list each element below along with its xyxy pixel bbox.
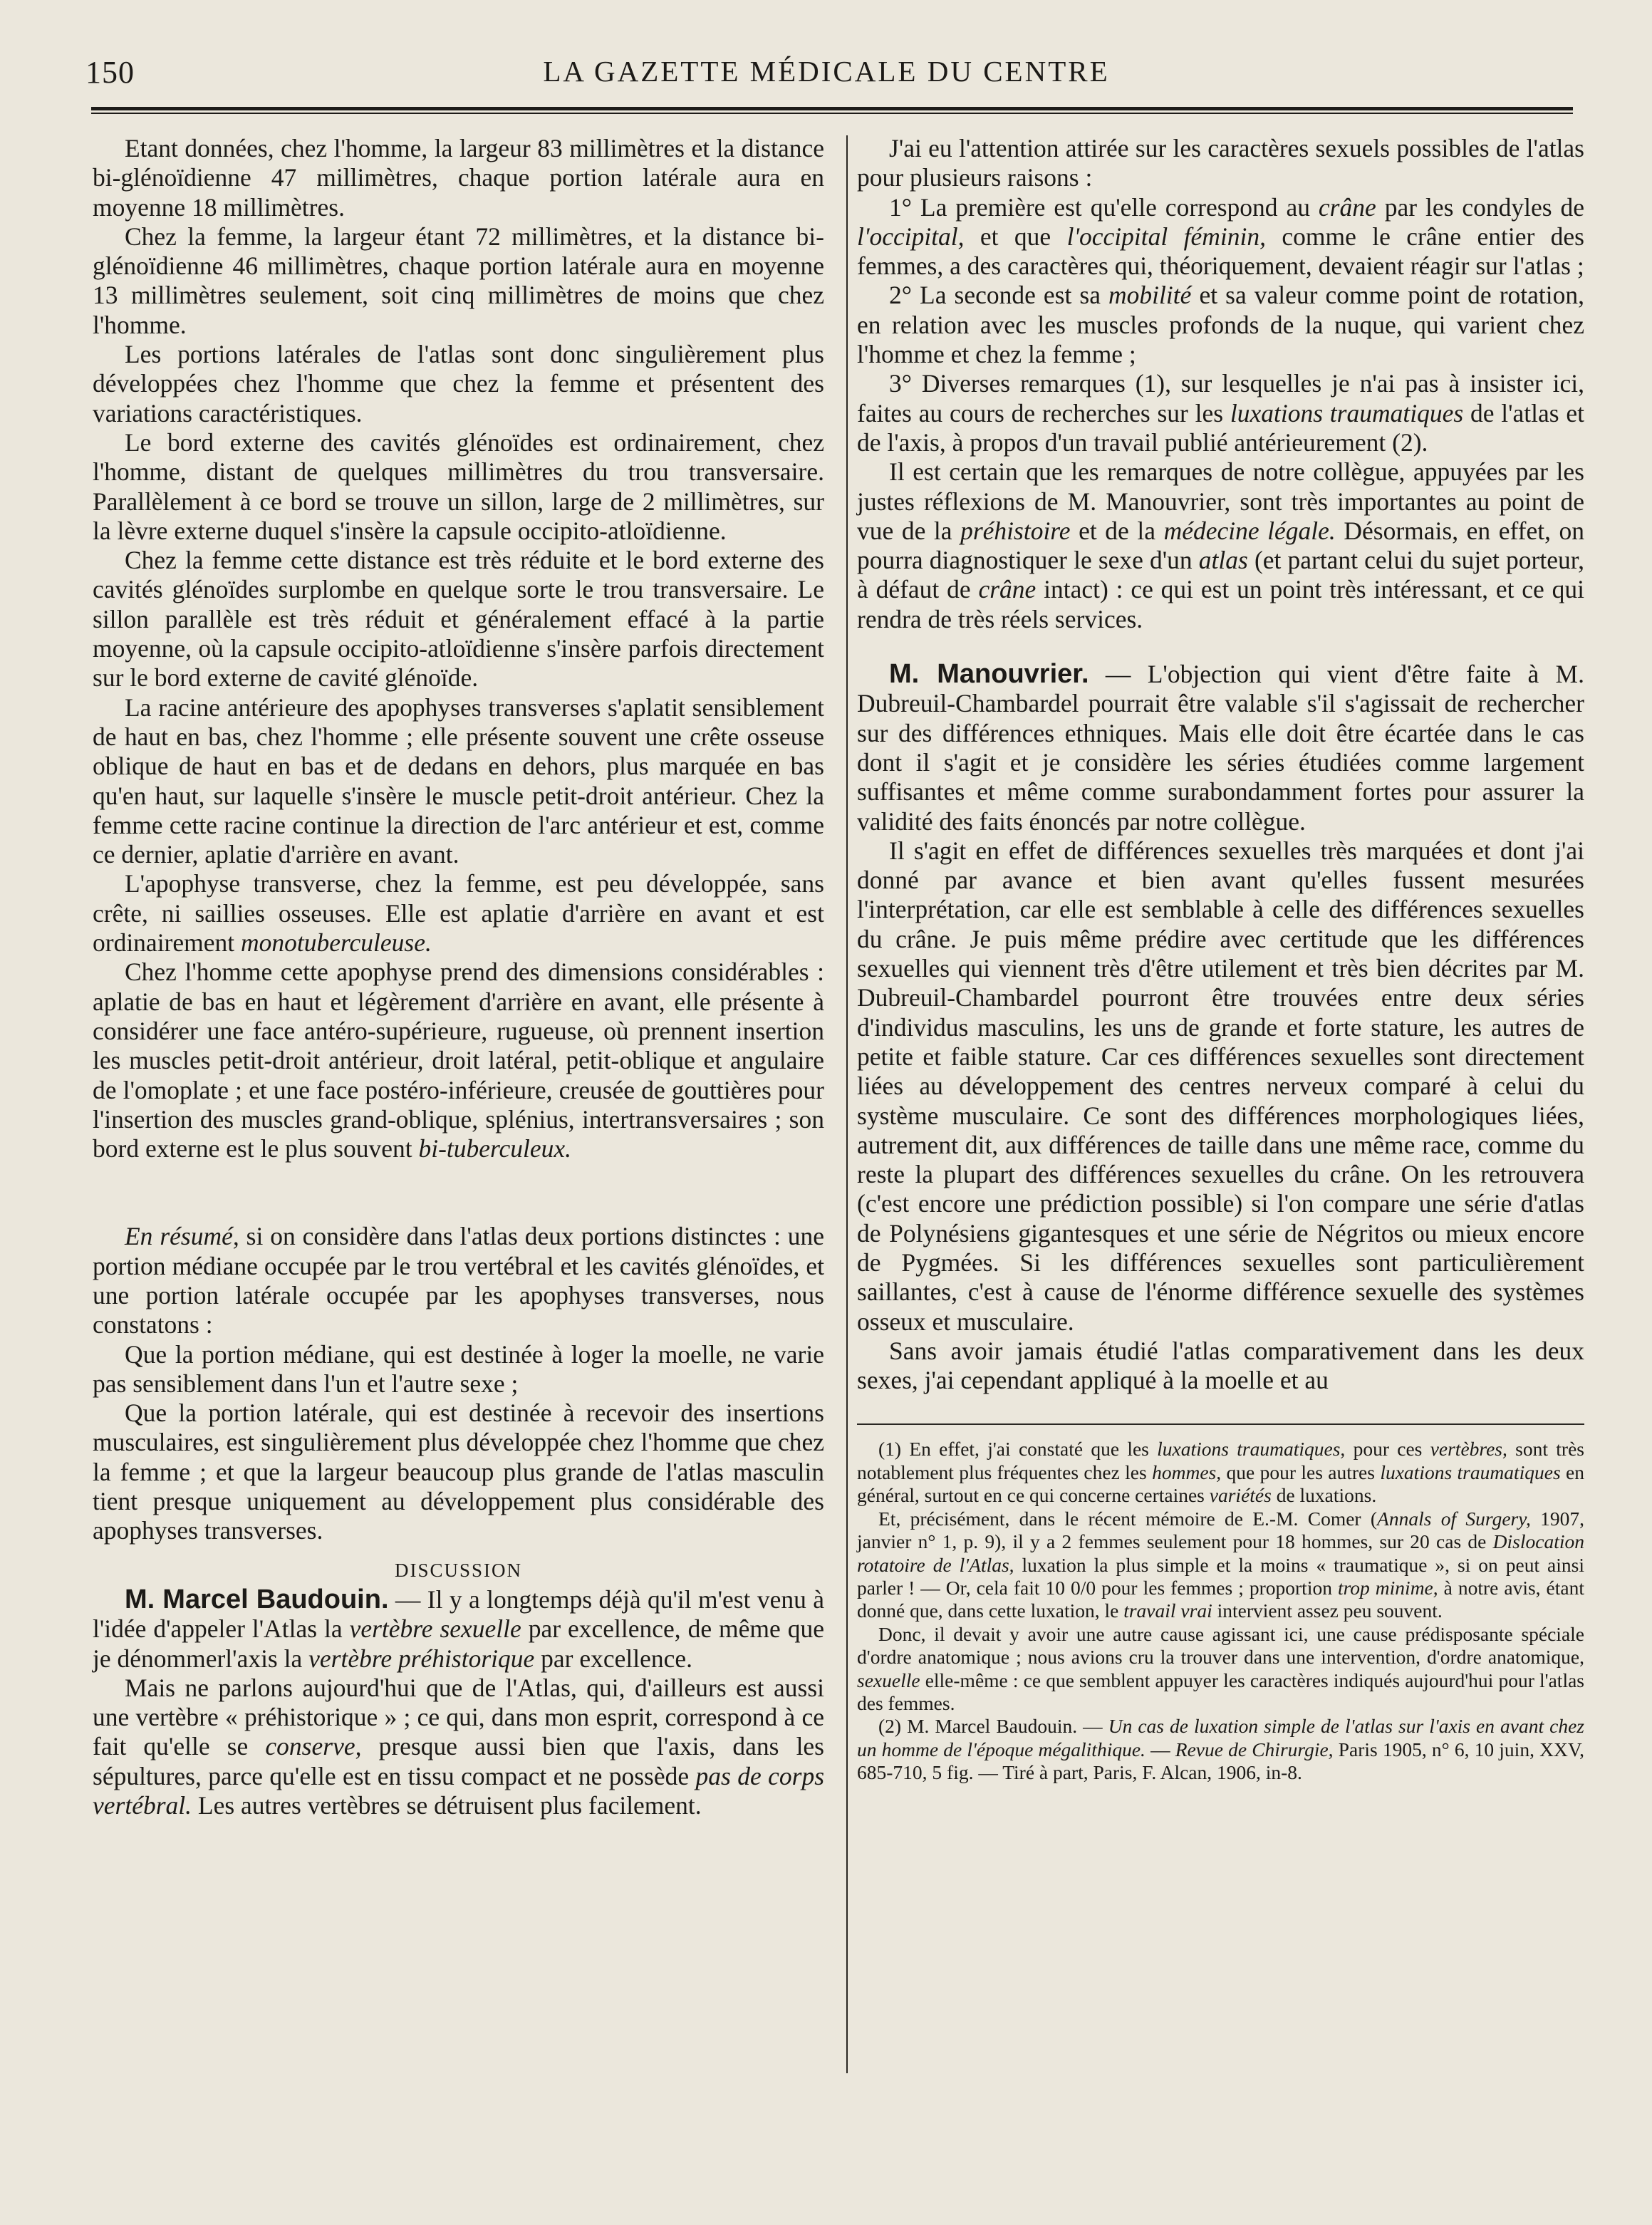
italic-term: atlas — [1198, 546, 1248, 575]
footnote — [857, 1623, 1584, 1716]
discussion-heading: DISCUSSION — [394, 1559, 523, 1581]
italic-term: En résumé, — [125, 1222, 239, 1251]
footnote — [857, 1438, 1584, 1507]
italic-term: vertèbre préhistorique — [308, 1644, 535, 1673]
paragraph — [93, 869, 824, 958]
text-run: (et partant celui du sujet porteur, à défaut de — [857, 546, 1584, 604]
speaker-name: M. Manouvrier. — [889, 659, 1089, 690]
header-rule-thin — [91, 113, 1573, 114]
text-run: (1) En effet, j'ai constaté que les — [878, 1438, 1158, 1461]
text-run: Mais ne parlons aujourd'hui que de l'Atlas, qui, d'ailleurs est aussi une vertèbre « préhistorique » ; ce qui, dans mon esprit, correspond à ce fait qu'elle se — [93, 1673, 824, 1761]
paragraph — [857, 369, 1584, 457]
right-column — [857, 134, 1584, 1785]
paragraph: Il s'agit en effet de différences sexuelles très marquées et dont j'ai donné par avance et bien avant qu'elles fussent mesurées l'interprétation, car elle est semblable à celle des différences sexuelles du crâne. Je puis même prédire avec certitude que les différences sexuelles qui viennent très d'être utilement et très bien décrites par M. Dubreuil-Chambardel pourront être trouvées entre deux séries d'individus masculins, les uns de grande et forte stature, les autres de petite et faible stature. Car ces différences sexuelles sont directement liées au développement des centres nerveux comparé à celui du système musculaire. Ce sont des différences morphologiques liées, autrement dit, aux différences de taille dans une même race, comme du reste la plupart des différences sexuelles du crâne. On les retrouvera (c'est encore une prédiction possible) si l'on compare une série d'atlas de Polynésiens gigantesques et une série de Négritos ou mieux encore de Pygmées. Si les différences sexuelles sont particulièrement saillantes, c'est à cause de l'énorme différence sexuelle des systèmes osseux et musculaire. — [857, 836, 1584, 1336]
text-run: Et, précisément, dans le récent mémoire de E.-M. Comer ( — [878, 1507, 1378, 1530]
header-rule — [91, 107, 1573, 110]
text-run: — L'objection qui vient d'être faite à M. Dubreuil-Chambardel pourrait être valable s'il s'agissait de rechercher sur des différences ethniques. Mais elle doit être écartée dans le cas dont il s'agit et je considère les séries étudiées comme largement suffisantes et même comme surabondamment fortes pour assurer la validité des faits énoncés par notre collègue. — [857, 660, 1584, 836]
footnote-rule — [857, 1423, 1584, 1425]
paragraph: Chez la femme, la largeur étant 72 millimètres, et la distance bi-glénoïdienne 46 millimètres, chaque portion latérale aura en moyenne 13 millimètres seulement, soit cinq millimètres de moins que chez l'homme. — [93, 222, 824, 339]
paragraph: La racine antérieure des apophyses transverses s'aplatit sensiblement de haut en bas, chez l'homme ; elle présente souvent une crête osseuse oblique de haut en bas et de dedans en dehors, plus marquée en bas qu'en haut, sur laquelle s'insère le muscle petit-droit antérieur. Chez la femme cette racine continue la direction de l'arc antérieur et est, comme ce dernier, aplatie d'arrière en avant. — [93, 693, 824, 869]
text-run: Chez l'homme cette apophyse prend des dimensions considérables : aplatie de bas en haut et légèrement d'arrière en avant, elle présente à considérer une face antéro-supérieure, rugueuse, où prennent insertion les muscles petit-droit antérieur, droit latéral, petit-oblique et angulaire de l'omoplate ; et une face postéro-inférieure, creusée de gouttières pour l'insertion des muscles grand-oblique, splénius, intertransversaires ; son bord externe est le plus souvent — [93, 958, 824, 1163]
discussion-paragraph — [93, 1585, 824, 1674]
italic-term: crâne — [978, 575, 1037, 604]
paragraph: Etant données, chez l'homme, la largeur 83 millimètres et la distance bi-glénoïdienne 47 millimètres, chaque portion latérale aura en moyenne 18 millimètres. — [93, 134, 824, 222]
paragraph: Que la portion latérale, qui est destinée à recevoir des insertions musculaires, est singulièrement plus développée chez l'homme que chez la femme ; et que la largeur beaucoup plus grande de l'atlas masculin tient presque uniquement au développement plus considérable des apophyses transverses. — [93, 1399, 824, 1545]
italic-term: Revue de Chirurgie, — [1175, 1738, 1334, 1760]
text-run: 2° La seconde est sa — [889, 281, 1109, 310]
text-run: (2) M. Marcel Baudouin. — — [878, 1715, 1108, 1738]
italic-term: préhistoire — [960, 516, 1071, 545]
paragraph: Sans avoir jamais étudié l'atlas comparativement dans les deux sexes, j'ai cependant appliqué à la moelle et au — [857, 1336, 1584, 1395]
italic-term: Dislocation rotatoire de l'Atlas, — [857, 1530, 1584, 1576]
paragraph — [857, 457, 1584, 634]
summary-paragraph — [93, 1222, 824, 1339]
italic-term: monotuberculeuse. — [241, 928, 432, 958]
italic-term: luxations traumatiques — [1380, 1461, 1561, 1483]
text-run: de luxations. — [1271, 1484, 1377, 1507]
text-run: Les autres vertèbres se détruisent plus facilement. — [192, 1791, 702, 1820]
italic-term: crâne — [1318, 192, 1376, 222]
paragraph: Que la portion médiane, qui est destinée à loger la moelle, ne varie pas sensiblement dans l'un et l'autre sexe ; — [93, 1339, 824, 1398]
text-run: et sa valeur comme point de rotation, en relation avec les muscles profonds de la nuque, qui varient chez l'homme et chez la femme ; — [857, 281, 1584, 369]
text-run: comme le crâne entier des femmes, a des caractères qui, théoriquement, devaient réagir sur l'atlas ; — [857, 222, 1584, 281]
italic-term: travail vrai — [1123, 1599, 1212, 1622]
text-run: pour ces — [1345, 1438, 1430, 1461]
text-run: — Il y a longtemps déjà qu'il m'est venu à l'idée d'appeler l'Atlas la — [93, 1585, 824, 1644]
paragraph-gap — [93, 1163, 824, 1222]
text-run: 1° La première est qu'elle correspond au — [889, 192, 1319, 222]
text-run: et de la — [1070, 516, 1164, 545]
text-run: Désormais, en effet, on pourra diagnostiquer le sexe d'un — [857, 516, 1585, 575]
paragraph: J'ai eu l'attention attirée sur les caractères sexuels possibles de l'atlas pour plusieurs raisons : — [857, 134, 1584, 192]
text-run: intervient assez peu souvent. — [1212, 1599, 1443, 1622]
column-divider — [846, 135, 848, 2073]
italic-term: conserve, — [265, 1732, 362, 1761]
italic-term: l'occipital féminin, — [1066, 222, 1266, 251]
paragraph — [93, 1674, 824, 1820]
italic-term: luxations traumatiques — [1230, 398, 1464, 427]
text-run: par excellence. — [534, 1644, 692, 1673]
paragraph — [857, 281, 1584, 369]
text-run: et que — [964, 222, 1067, 251]
italic-term: luxations traumatiques, — [1157, 1438, 1346, 1461]
text-run: intact) : ce qui est un point très intéressant, et ce qui rendra de très réels services. — [857, 575, 1584, 633]
italic-term: vertèbre sexuelle — [349, 1614, 521, 1644]
text-run: luxation la plus simple et la moins « traumatique », si on peut ainsi parler ! — Or, cela fait 10 0/0 pour les femmes ; proportion — [857, 1553, 1584, 1599]
paragraph: Les portions latérales de l'atlas sont donc singulièrement plus développées chez l'homme que chez la femme et présentent des variations caractéristiques. — [93, 340, 824, 427]
paragraph: Chez la femme cette distance est très réduite et le bord externe des cavités glénoïdes surplombe en quelque sorte le trou transversaire. Le sillon parallèle est très réduit et généralement effacé à la partie moyenne, où la capsule occipito-atloïdienne s'insère parfois directement sur le bord externe de cavité glénoïde. — [93, 546, 824, 693]
paragraph-gap — [857, 634, 1584, 660]
page-number: 150 — [85, 55, 135, 90]
italic-term: mobilité — [1108, 281, 1192, 310]
text-run: L'apophyse transverse, chez la femme, est peu développée, sans crête, ni saillies osseuses. Elle est aplatie d'arrière en avant et est ordinairement — [93, 869, 824, 958]
text-run: sont très notablement plus fréquentes chez les — [857, 1438, 1584, 1483]
italic-term: vertèbres, — [1430, 1438, 1507, 1461]
italic-term: sexuelle — [857, 1669, 920, 1691]
page-header — [85, 54, 1581, 97]
left-column — [93, 134, 824, 1820]
paragraph — [857, 193, 1584, 281]
text-run: par les condyles de — [1376, 192, 1584, 222]
text-run: si on considère dans l'atlas deux portions distinctes : une portion médiane occupée par le trou vertébral et les cavités glénoïdes, et une portion latérale occupée par les apophyses transverses, nous constatons : — [93, 1222, 824, 1339]
italic-term: pas de corps vertébral. — [93, 1761, 825, 1820]
speaker-name: M. Marcel Baudouin. — [125, 1584, 389, 1614]
text-run: à notre avis, étant donné que, dans cette luxation, le — [857, 1576, 1585, 1622]
footnotes — [857, 1438, 1584, 1784]
text-run: elle-même : ce que semblent appuyer les caractères indiqués aujourd'hui pour l'atlas des femmes. — [857, 1669, 1584, 1714]
text-run: Donc, il devait y avoir une autre cause agissant ici, une cause prédisposante spéciale d'ordre anatomique ; nous avions cru la trouver dans une intervention, d'ordre anatomique, — [857, 1622, 1584, 1669]
text-run: presque aussi bien que l'axis, dans les sépultures, parce qu'elle est en tissu compact et ne possède — [93, 1732, 825, 1790]
text-run: 1907, janvier n° 1, p. 9), il y a 2 femmes seulement pour 18 hommes, sur 20 cas de — [857, 1507, 1585, 1553]
footnote — [857, 1715, 1584, 1784]
journal-title: LA GAZETTE MÉDICALE DU CENTRE — [543, 55, 1110, 88]
text-run: Il est certain que les remarques de notre collègue, appuyées par les justes réflexions de M. Manouvrier, sont très importantes au point de vue de la — [857, 457, 1584, 545]
italic-term: Un cas de luxation simple de l'atlas sur l'axis en avant chez un homme de l'époque mégalithique. — [857, 1715, 1585, 1760]
paragraph: Le bord externe des cavités glénoïdes est ordinairement, chez l'homme, distant de quelques millimètres du trou transversaire. Parallèlement à ce bord se trouve un sillon, large de 2 millimètres, sur la lèvre externe duquel s'insère la capsule occipito-atloïdienne. — [93, 427, 824, 545]
discussion-paragraph — [857, 660, 1584, 836]
italic-term: variétés — [1209, 1484, 1272, 1507]
text-run: de l'atlas et de l'axis, à propos d'un travail publié antérieurement (2). — [857, 398, 1584, 457]
text-run: par excellence, de même que je dénommerl'axis la — [93, 1614, 824, 1673]
paragraph — [93, 958, 824, 1163]
italic-term: Annals of Surgery, — [1377, 1507, 1531, 1530]
text-run: 3° Diverses remarques (1), sur lesquelles je n'ai pas à insister ici, faites au cours de recherches sur les — [857, 369, 1584, 427]
italic-term: hommes, — [1152, 1461, 1222, 1483]
text-run: que pour les autres — [1221, 1461, 1381, 1483]
footnote — [857, 1508, 1584, 1623]
paragraph-gap — [93, 1546, 824, 1556]
text-run: Paris 1905, n° 6, 10 juin, XXV, 685-710, 5 fig. — Tiré à part, Paris, F. Alcan, 1906, in-8. — [857, 1738, 1585, 1784]
text-run: — — [1145, 1738, 1175, 1760]
italic-term: trop minime, — [1337, 1576, 1438, 1599]
italic-term: l'occipital, — [857, 222, 965, 251]
text-run: en général, surtout en ce qui concerne certaines — [857, 1461, 1584, 1507]
italic-term: médecine légale. — [1163, 516, 1336, 545]
italic-term: bi-tuberculeux. — [418, 1134, 572, 1163]
